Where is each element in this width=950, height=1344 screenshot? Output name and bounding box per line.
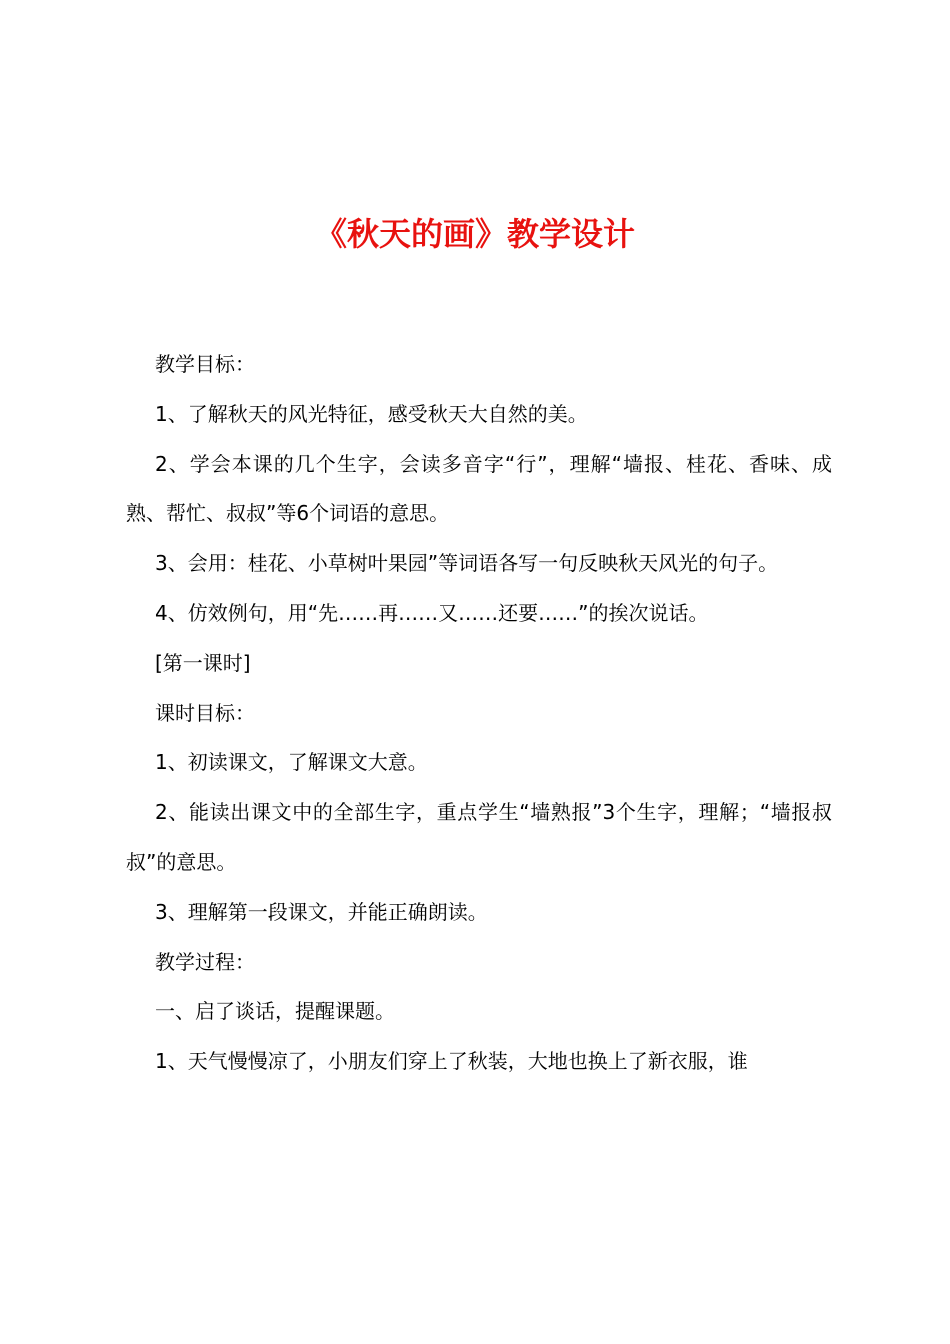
document-body (126, 340, 832, 1087)
paragraph-goal-3: 3、会用：桂花、小草树叶果园”等词语各写一句反映秋天风光的句子。 (155, 551, 779, 576)
paragraph-lesson-goal-2: 2、能读出课文中的全部生字，重点学生“墙熟报”3个生字，理解；“墙报叔叔”的意思。 (126, 800, 832, 874)
paragraph-goal-4: 4、仿效例句，用“先……再……又……还要……”的挨次说话。 (155, 600, 709, 625)
paragraph-first-lesson-heading: [第一课时] (155, 650, 251, 675)
paragraph-goal-2: 2、学会本课的几个生字，会读多音字“行”，理解“墙报、桂花、香味、成熟、帮忙、叔叔”等6个词语的意思。 (126, 451, 832, 526)
paragraph-lesson-goal-1: 1、初读课文，了解课文大意。 (155, 750, 428, 775)
paragraph-step-1-item-1: 1、天气慢慢凉了，小朋友们穿上了秋装，大地也换上了新衣服，谁 (155, 1049, 748, 1074)
paragraph-lesson-goals-heading: 课时目标： (155, 700, 255, 725)
paragraph-lesson-goal-3: 3、理解第一段课文，并能正确朗读。 (155, 899, 488, 924)
paragraph-step-1-heading: 一、启了谈话，提醒课题。 (155, 999, 395, 1024)
paragraph-teaching-goals-heading: 教学目标： (155, 352, 255, 376)
document-title: 《秋天的画》教学设计 (314, 215, 635, 253)
paragraph-goal-1: 1、了解秋天的风光特征，感受秋天大自然的美。 (155, 401, 588, 426)
paragraph-process-heading: 教学过程： (155, 949, 255, 974)
